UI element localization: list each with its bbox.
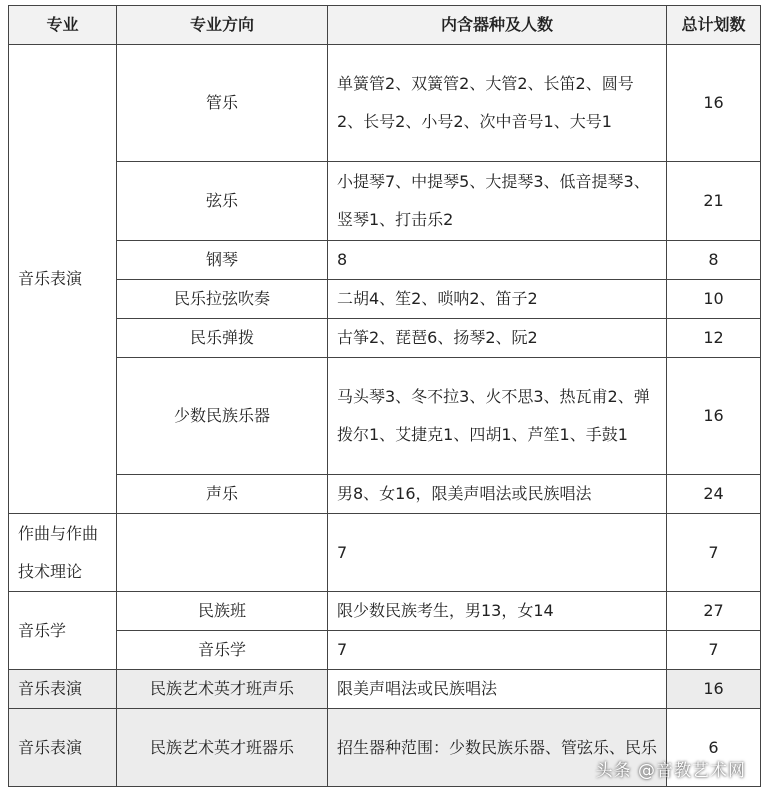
table-row	[9, 514, 761, 592]
cell-direction: 声乐	[117, 475, 328, 514]
table-row	[9, 631, 761, 670]
cell-total: 16	[667, 45, 761, 162]
header-direction: 专业方向	[117, 6, 328, 45]
cell-instruments: 7	[328, 514, 667, 592]
cell-major: 音乐表演	[9, 45, 117, 514]
cell-instruments: 男8、女16，限美声唱法或民族唱法	[328, 475, 667, 514]
cell-total: 21	[667, 162, 761, 241]
cell-total: 6	[667, 709, 761, 787]
table-row	[9, 475, 761, 514]
cell-instruments: 小提琴7、中提琴5、大提琴3、低音提琴3、竖琴1、打击乐2	[328, 162, 667, 241]
cell-total: 12	[667, 319, 761, 358]
cell-direction: 钢琴	[117, 241, 328, 280]
table-row	[9, 45, 761, 162]
watermark: 头条 @音教艺术网	[595, 761, 746, 781]
header-row	[9, 6, 761, 45]
cell-direction: 管乐	[117, 45, 328, 162]
cell-major: 音乐表演	[9, 670, 117, 709]
cell-major: 音乐表演	[9, 709, 117, 787]
cell-major: 音乐学	[9, 592, 117, 670]
cell-instruments: 7	[328, 631, 667, 670]
table-row	[9, 319, 761, 358]
cell-major: 作曲与作曲技术理论	[9, 514, 117, 592]
cell-direction	[117, 514, 328, 592]
cell-total: 27	[667, 592, 761, 631]
cell-direction: 民乐弹拨	[117, 319, 328, 358]
cell-total: 7	[667, 631, 761, 670]
cell-total: 16	[667, 358, 761, 475]
cell-direction: 民乐拉弦吹奏	[117, 280, 328, 319]
cell-direction: 民族班	[117, 592, 328, 631]
cell-direction: 民族艺术英才班器乐	[117, 709, 328, 787]
header-instruments: 内含器种及人数	[328, 6, 667, 45]
cell-instruments: 限美声唱法或民族唱法	[328, 670, 667, 709]
cell-total: 10	[667, 280, 761, 319]
cell-total: 8	[667, 241, 761, 280]
cell-direction: 少数民族乐器	[117, 358, 328, 475]
table-row	[9, 162, 761, 241]
header-major: 专业	[9, 6, 117, 45]
table-row	[9, 358, 761, 475]
cell-total: 16	[667, 670, 761, 709]
table-row	[9, 670, 761, 709]
cell-direction: 民族艺术英才班声乐	[117, 670, 328, 709]
cell-instruments: 8	[328, 241, 667, 280]
cell-total: 24	[667, 475, 761, 514]
table-row	[9, 241, 761, 280]
header-total: 总计划数	[667, 6, 761, 45]
cell-instruments: 古筝2、琵琶6、扬琴2、阮2	[328, 319, 667, 358]
cell-instruments: 二胡4、笙2、唢呐2、笛子2	[328, 280, 667, 319]
cell-direction: 弦乐	[117, 162, 328, 241]
cell-instruments: 马头琴3、冬不拉3、火不思3、热瓦甫2、弹拨尔1、艾捷克1、四胡1、芦笙1、手鼓1	[328, 358, 667, 475]
enrollment-plan-table	[8, 5, 761, 787]
cell-instruments: 限少数民族考生，男13，女14	[328, 592, 667, 631]
table-row	[9, 280, 761, 319]
table-row	[9, 592, 761, 631]
cell-instruments: 招生器种范围：少数民族乐器、管弦乐、民乐	[328, 709, 667, 787]
cell-direction: 音乐学	[117, 631, 328, 670]
cell-total: 7	[667, 514, 761, 592]
cell-instruments: 单簧管2、双簧管2、大管2、长笛2、圆号2、长号2、小号2、次中音号1、大号1	[328, 45, 667, 162]
